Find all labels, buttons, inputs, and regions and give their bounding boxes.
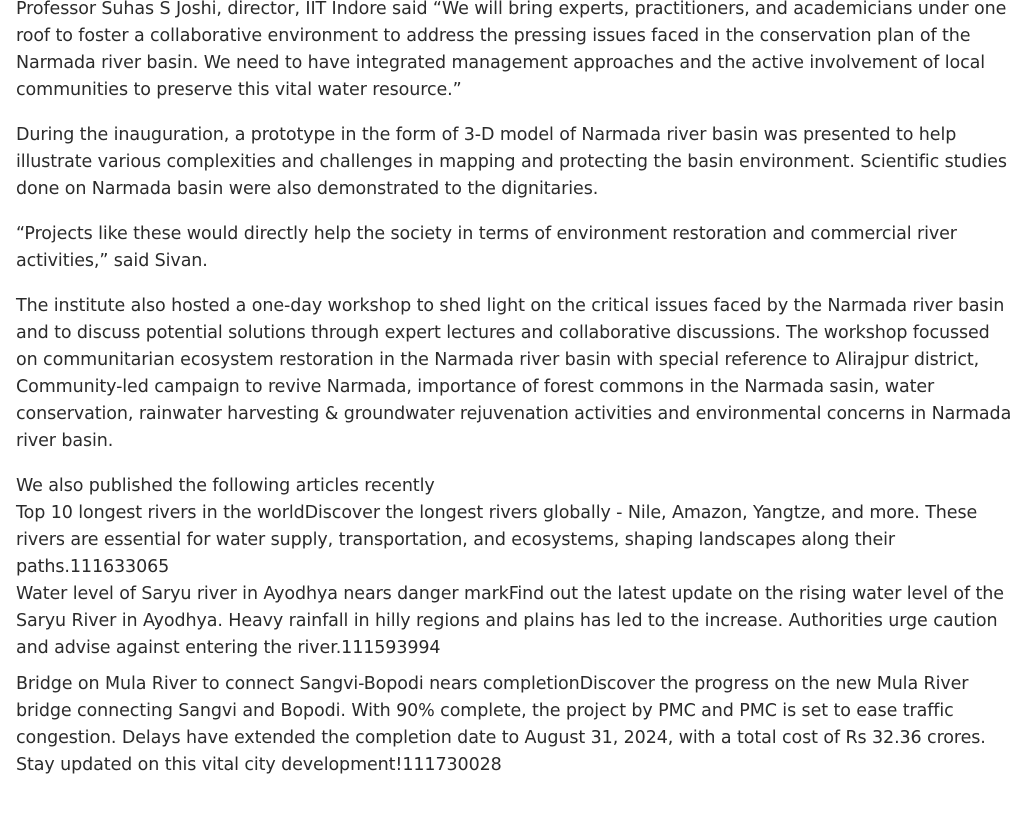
article-paragraph: The institute also hosted a one-day workshop to shed light on the critical issues faced by the Narmada river basin and to discuss potential solutions through expert lectures and collaborative discussions. The workshop focussed on communitarian ecosystem restoration in the Narmada river basin with special reference to Alirajpur district, Community-led campaign to revive Narmada, importance of forest commons in the Narmada sasin, water conservation, rainwater harvesting & groundwater rejuvenation activities and environmental concerns in Narmada river basin.	[16, 296, 1012, 451]
related-article-title[interactable]: Top 10 longest rivers in the world	[16, 503, 305, 523]
related-article-id: 111633065	[69, 557, 170, 577]
related-article-title[interactable]: Water level of Saryu river in Ayodhya nears danger mark	[16, 584, 509, 604]
article-paragraph: Professor Suhas S Joshi, director, IIT Indore said “We will bring experts, practitioners, and academicians under one roof to foster a collaborative environment to address the pressing issues faced in the conservation plan of the Narmada river basin. We need to have integrated management approaches and the active involvement of local communities to preserve this vital water resource.”	[16, 0, 1007, 100]
article-paragraph: During the inauguration, a prototype in the form of 3-D model of Narmada river basin was presented to help illustrate various complexities and challenges in mapping and protecting the basin environment. Scientific studies done on Narmada basin were also demonstrated to the dignitaries.	[16, 125, 1007, 199]
related-article-link[interactable]	[16, 500, 1015, 581]
related-article-description: Find out the latest update on the rising water level of the Saryu River in Ayodhya. Heavy rainfall in hilly regions and plains has led to the increase. Authorities urge caution and advise against entering the river.	[16, 584, 1004, 658]
related-article-id: 111593994	[341, 638, 441, 658]
related-article-link[interactable]	[16, 671, 1015, 779]
related-intro: We also published the following articles recently	[16, 476, 435, 496]
related-article-title[interactable]: Bridge on Mula River to connect Sangvi-Bopodi nears completion	[16, 674, 580, 694]
article-paragraph: “Projects like these would directly help the society in terms of environment restoration and commercial river activities,” said Sivan.	[16, 224, 957, 271]
related-article-link[interactable]	[16, 581, 1015, 662]
related-article-description: Discover the longest rivers globally - Nile, Amazon, Yangtze, and more. These rivers are essential for water supply, transportation, and ecosystems, shaping landscapes along their paths.	[16, 503, 978, 577]
related-articles-list	[16, 500, 1015, 779]
related-article-description: Discover the progress on the new Mula River bridge connecting Sangvi and Bopodi. With 90% complete, the project by PMC and PMC is set to ease traffic congestion. Delays have extended the completion date to August 31, 2024, with a total cost of Rs 32.36 crores. Stay updated on this vital city development!	[16, 674, 986, 775]
related-article-id: 111730028	[402, 755, 502, 775]
